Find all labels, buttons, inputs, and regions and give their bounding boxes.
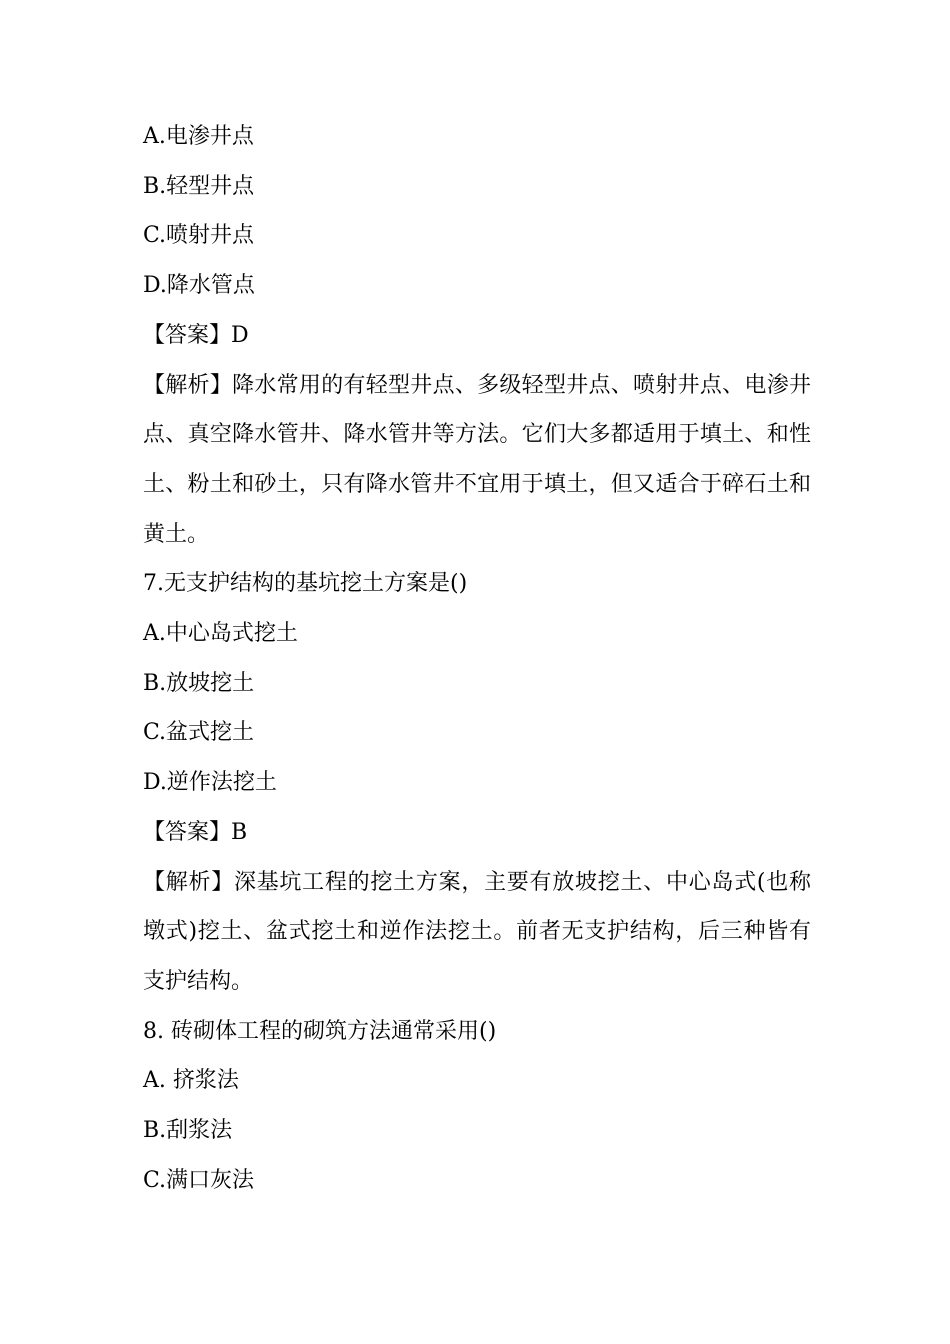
option-a: A.电渗井点 <box>143 124 254 149</box>
option-b: B.轻型井点 <box>143 173 255 199</box>
explanation: 【解析】深基坑工程的挖土方案，主要有放坡挖土、中心岛式(也称墩式)挖土、盆式挖土和逆作法挖土。前者无支护结构，后三种皆有支护结构。 <box>143 869 811 994</box>
option-a: A.中心岛式挖土 <box>143 621 298 647</box>
document-body <box>143 112 811 1205</box>
option-d: D.逆作法挖土 <box>143 770 277 796</box>
question-8: 8. 砖砌体工程的砌筑方法通常采用() <box>143 1018 497 1044</box>
option-c: C.喷射井点 <box>143 223 255 249</box>
explanation: 【解析】降水常用的有轻型井点、多级轻型井点、喷射井点、电渗井点、真空降水管井、降水管井等方法。它们大多都适用于填土、和性土、粉土和砂土，只有降水管井不宜用于填土，但又适合于碎石土和黄土。 <box>143 372 811 547</box>
question-7: 7.无支护结构的基坑挖土方案是() <box>143 571 468 597</box>
option-d: D.降水管点 <box>143 273 255 299</box>
option-c: C.满口灰法 <box>143 1167 255 1193</box>
option-b: B.放坡挖土 <box>143 670 255 696</box>
answer: 【答案】B <box>143 819 248 845</box>
option-a: A. 挤浆法 <box>143 1068 239 1094</box>
answer: 【答案】D <box>143 322 249 348</box>
option-b: B.刮浆法 <box>143 1118 233 1144</box>
option-c: C.盆式挖土 <box>143 720 255 746</box>
